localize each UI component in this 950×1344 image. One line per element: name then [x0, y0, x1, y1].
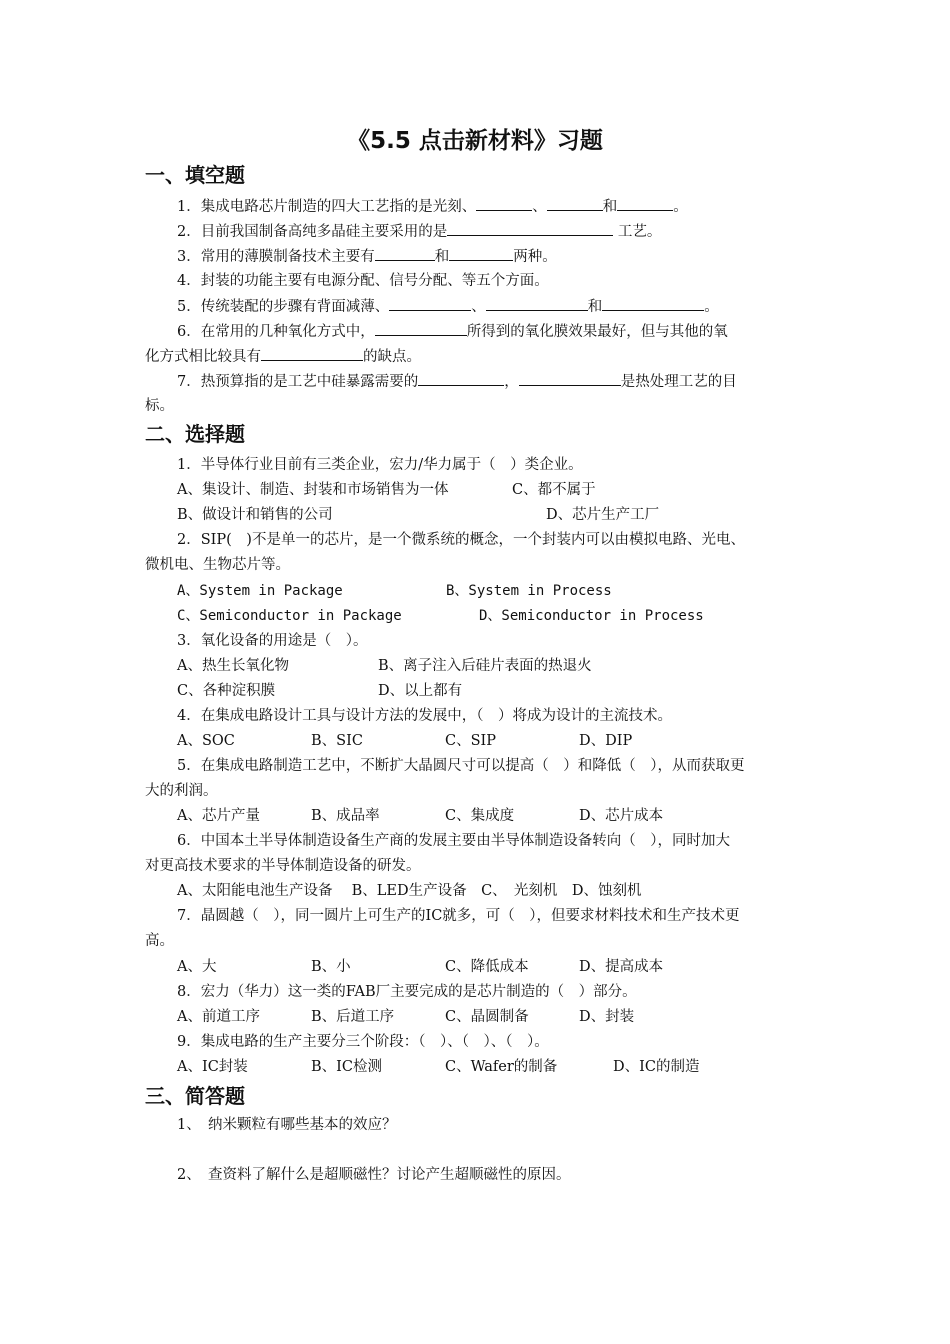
option-3b[interactable]: B、离子注入后硅片表面的热退火	[378, 658, 592, 674]
answer-blank[interactable]	[476, 196, 532, 211]
answer-blank[interactable]	[547, 196, 603, 211]
answer-blank[interactable]	[447, 221, 613, 236]
option-4a[interactable]: A、SOC	[177, 733, 235, 749]
option-5b[interactable]: B、成品率	[311, 808, 380, 824]
option-2d[interactable]: D、Semiconductor in Process	[479, 608, 704, 624]
option-7c[interactable]: C、降低成本	[445, 959, 529, 975]
answer-blank[interactable]	[418, 371, 504, 386]
option-5a[interactable]: A、芯片产量	[177, 808, 260, 824]
choice-question-7-line-1: 7．晶圆越（ ），同一圆片上可生产的IC就多，可（ ），但要求材料技术和生产技术更	[177, 908, 740, 924]
option-8d[interactable]: D、封装	[579, 1009, 635, 1025]
option-5c[interactable]: C、集成度	[445, 808, 515, 824]
option-4b[interactable]: B、SIC	[311, 733, 363, 749]
option-4d[interactable]: D、DIP	[579, 733, 633, 749]
fill-question-1: 1．集成电路芯片制造的四大工艺指的是光刻、 、 和 。	[177, 196, 688, 217]
option-2c[interactable]: C、Semiconductor in Package	[177, 608, 402, 624]
answer-blank[interactable]	[519, 371, 621, 386]
option-7a[interactable]: A、大	[177, 959, 217, 975]
option-1c[interactable]: C、都不属于	[512, 482, 596, 498]
choice-question-2-line-1: 2．SIP( )不是单一的芯片，是一个微系统的概念，一个封装内可以由模拟电路、光电、	[177, 532, 745, 548]
section-heading-multiple-choice: 二、选择题	[145, 422, 245, 446]
choice-question-7-line-2: 高。	[145, 933, 174, 949]
option-9d[interactable]: D、IC的制造	[613, 1059, 700, 1075]
choice-question-9: 9．集成电路的生产主要分三个阶段：（ ）、（ ）、（ ）。	[177, 1034, 549, 1050]
fill-question-3: 3．常用的薄膜制备技术主要有 和 两种。	[177, 246, 557, 267]
short-question-1: 1、 纳米颗粒有哪些基本的效应？	[177, 1117, 397, 1133]
choice-question-1: 1．半导体行业目前有三类企业，宏力/华力属于（ ）类企业。	[177, 457, 583, 473]
choice-question-6-line-2: 对更高技术要求的半导体制造设备的研发。	[145, 858, 421, 874]
option-9b[interactable]: B、IC检测	[311, 1059, 382, 1075]
option-2a[interactable]: A、System in Package	[177, 583, 343, 599]
answer-blank[interactable]	[602, 296, 704, 311]
option-5d[interactable]: D、芯片成本	[579, 808, 664, 824]
answer-blank[interactable]	[449, 246, 513, 261]
option-9c[interactable]: C、Wafer的制备	[445, 1059, 558, 1075]
fill-question-7-line-1: 7．热预算指的是工艺中硅暴露需要的 ， 是热处理工艺的目	[177, 371, 737, 392]
answer-blank[interactable]	[389, 296, 471, 311]
answer-blank[interactable]	[261, 346, 363, 361]
answer-blank[interactable]	[375, 246, 435, 261]
option-2b[interactable]: B、System in Process	[446, 583, 612, 599]
option-1b[interactable]: B、做设计和销售的公司	[177, 507, 333, 523]
choice-question-8: 8．宏力（华力）这一类的FAB厂主要完成的是芯片制造的（ ）部分。	[177, 984, 637, 1000]
option-1a[interactable]: A、集设计、制造、封装和市场销售为一体	[177, 482, 449, 498]
option-3a[interactable]: A、热生长氧化物	[177, 658, 289, 674]
choice-question-4: 4．在集成电路设计工具与设计方法的发展中，（ ）将成为设计的主流技术。	[177, 708, 672, 724]
option-3c[interactable]: C、各种淀积膜	[177, 683, 276, 699]
option-7d[interactable]: D、提高成本	[579, 959, 664, 975]
short-question-2: 2、 查资料了解什么是超顺磁性？讨论产生超顺磁性的原因。	[177, 1167, 571, 1183]
choice-question-5-line-2: 大的利润。	[145, 783, 218, 799]
answer-blank[interactable]	[486, 296, 588, 311]
option-4c[interactable]: C、SIP	[445, 733, 497, 749]
fill-question-6-line-2: 化方式相比较具有 的缺点。	[145, 346, 421, 367]
option-1d[interactable]: D、芯片生产工厂	[546, 507, 660, 523]
option-8c[interactable]: C、晶圆制备	[445, 1009, 529, 1025]
choice-question-5-line-1: 5．在集成电路制造工艺中，不断扩大晶圆尺寸可以提高（ ）和降低（ ），从而获取更	[177, 758, 745, 774]
choice-question-3: 3．氧化设备的用途是（ ）。	[177, 633, 368, 649]
document-title: 《5.5 点击新材料》习题	[347, 128, 603, 154]
answer-blank[interactable]	[375, 321, 467, 336]
choice-question-6-line-1: 6．中国本土半导体制造设备生产商的发展主要由半导体制造设备转向（ ），同时加大	[177, 833, 730, 849]
fill-question-2: 2．目前我国制备高纯多晶硅主要采用的是 工艺。	[177, 221, 661, 242]
option-3d[interactable]: D、以上都有	[378, 683, 463, 699]
option-9a[interactable]: A、IC封装	[177, 1059, 248, 1075]
fill-question-4: 4．封装的功能主要有电源分配、信号分配、等五个方面。	[177, 273, 549, 289]
fill-question-6-line-1: 6．在常用的几种氧化方式中， 所得到的氧化膜效果最好，但与其他的氧	[177, 321, 728, 342]
section-heading-short-answer: 三、简答题	[145, 1084, 245, 1108]
fill-question-5: 5．传统装配的步骤有背面减薄、 、 和 。	[177, 296, 719, 317]
section-heading-fill-in: 一、填空题	[145, 163, 245, 187]
answer-blank[interactable]	[617, 196, 673, 211]
choice-question-2-line-2: 微机电、生物芯片等。	[145, 557, 290, 573]
options-6[interactable]: A、太阳能电池生产设备 B、LED生产设备 C、 光刻机 D、蚀刻机	[177, 883, 642, 899]
fill-question-7-line-2: 标。	[145, 398, 174, 414]
option-8b[interactable]: B、后道工序	[311, 1009, 395, 1025]
option-8a[interactable]: A、前道工序	[177, 1009, 260, 1025]
option-7b[interactable]: B、小	[311, 959, 351, 975]
